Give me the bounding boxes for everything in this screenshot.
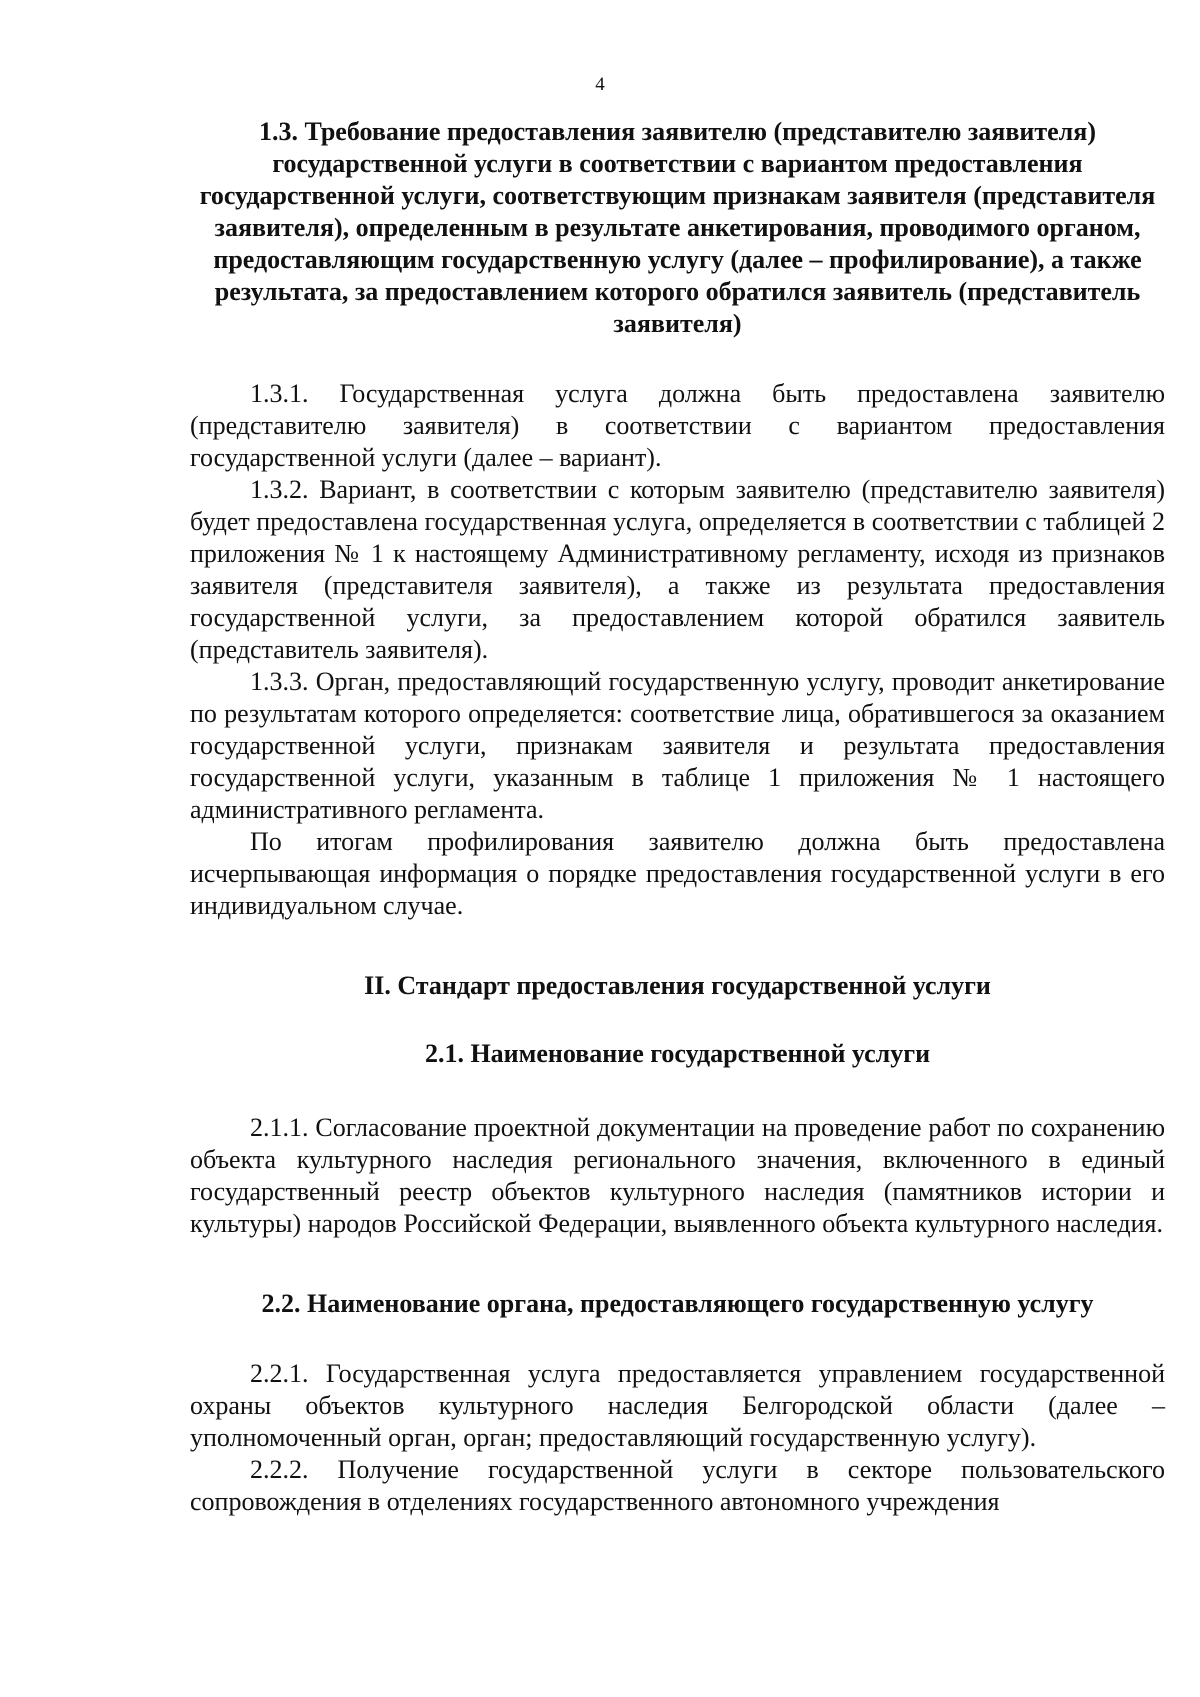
paragraph-1-3-2: 1.3.2. Вариант, в соответствии с которым заявителю (представителю заявителя) будет предоставлена государственная услуга, определяется в соответствии с таблицей 2 приложения № 1 к настоящему Административному регламенту, исходя из признаков заявителя (представителя заявителя), а также из результата предоставления государственной услуги, за предоставлением которой обратился заявитель (представитель заявителя). <box>190 475 1165 664</box>
paragraph-1-3-1: 1.3.1. Государственная услуга должна быть предоставлена заявителю (представителю заявителя) в соответствии с вариантом предоставления государственной услуги (далее – вариант). <box>190 379 1165 472</box>
paragraph-1-3-3: 1.3.3. Орган, предоставляющий государственную услугу, проводит анкетирование по результатам которого определяется: соответствие лица, обратившегося за оказанием государственной услуги, признакам заявителя и результата предоставления государственной услуги, указанным в таблице 1 приложения № 1 настоящего административного регламента. <box>190 667 1165 824</box>
paragraph-2-1-1: 2.1.1. Согласование проектной документации на проведение работ по сохранению объекта культурного наследия регионального значения, включенного в единый государственный реестр объектов культурного наследия (памятников истории и культуры) народов Российской Федерации, выявленного объекта культурного наследия. <box>190 1113 1165 1238</box>
section-2-heading: II. Стандарт предоставления государственной услуги <box>364 971 991 1000</box>
paragraph-profiling-result: По итогам профилирования заявителю должна быть предоставлена исчерпывающая информация о порядке предоставления государственной услуги в его индивидуальном случае. <box>190 827 1165 920</box>
section-2-1-heading: 2.1. Наименование государственной услуги <box>424 1039 931 1068</box>
paragraph-2-2-2: 2.2.2. Получение государственной услуги в секторе пользовательского сопровождения в отделениях государственного автономного учреждения <box>190 1455 1165 1516</box>
paragraph-2-2-1: 2.2.1. Государственная услуга предоставляется управлением государственной охраны объектов культурного наследия Белгородской области (далее – уполномоченный орган, орган; предоставляющий государственную услугу). <box>190 1359 1165 1452</box>
section-2-2-heading: 2.2. Наименование органа, предоставляющего государственную услугу <box>261 1289 1094 1318</box>
section-1-3-heading: 1.3. Требование предоставления заявителю (представителю заявителя) государственной услуги в соответствии с вариантом предоставления государственной услуги, соответствующим признакам заявителя (представителя заявителя), определенным в результате анкетирования, проводимого органом, предоставляющим государственную услугу (далее – профилирование), а также результата, за предоставлением которого обратился заявитель (представитель заявителя) <box>199 117 1156 338</box>
document-body <box>190 116 1165 1518</box>
page-number: 4 <box>595 74 605 95</box>
